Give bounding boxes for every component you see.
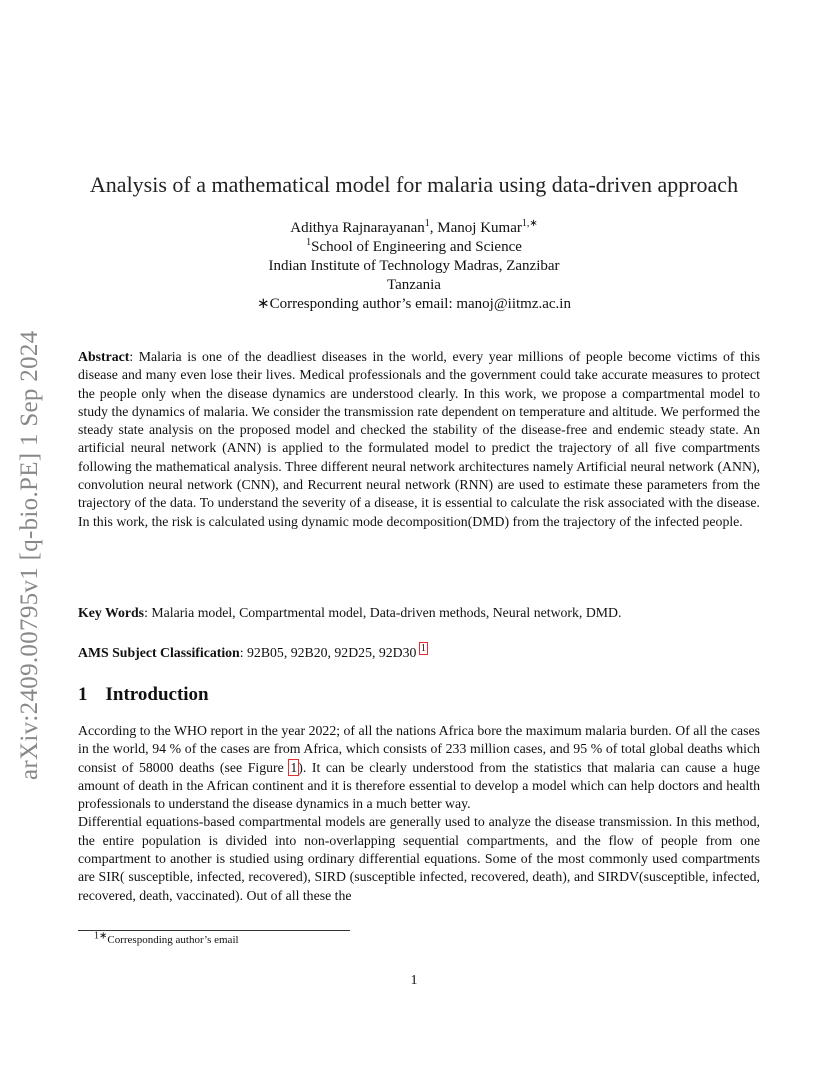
figure-link[interactable]: 1	[290, 759, 298, 775]
keywords	[78, 604, 760, 622]
page-number: 1	[410, 973, 418, 988]
intro-paragraph-2: Differential equations-based compartmental models are generally used to analyze the disease transmission. In this method, the entire population is divided into non-overlapping sequential compartments, and the flow of people from one compartment to another is studied using ordinary differential equations. Some of the most commonly used compartments are SIR( susceptible, infected, recovered), SIRD (susceptible infected, recovered, death), and SIRDV(susceptible, infected, recovered, death, vaccinated). Out of all these the	[78, 814, 760, 903]
introduction-body	[78, 722, 760, 905]
affiliation-line-3: Tanzania	[387, 277, 441, 293]
author-names: Adithya Rajnarayanan$^1$, Manoj Kumar$^{1,∗}$	[290, 218, 538, 236]
abstract	[78, 348, 760, 531]
footnote-link[interactable]: 1	[420, 643, 426, 655]
section-title: Introduction	[105, 684, 209, 705]
section-heading	[78, 684, 209, 706]
ams-text: : 92B05, 92B20, 92D25, 92D30	[239, 645, 417, 660]
affiliation-line-1: $^1$School of Engineering and Science	[306, 237, 522, 255]
abstract-text: : Malaria is one of the deadliest diseases in the world, every year millions of people become victims of this disease and many even lose their lives. Medical professionals and the government could take accurate measures to protect the people only when the disease dynamics are understood clearly. In this work, we propose a compartmental model to study the dynamics of malaria. We consider the transmission rate dependent on temperature and altitude. We performed the steady state analysis on the proposed model and checked the stability of the disease-free and endemic steady state. An artificial neural network (ANN) is applied to the formulated model to predict the trajectory of all five compartments following the mathematical analysis. Three different neural network architectures namely Artificial neural network (ANN), convolution neural network (CNN), and Recurrent neural network (RNN) are used to estimate these parameters from the trajectory of the data. To understand the severity of a disease, it is essential to calculate the risk associated with the disease. In this work, the risk is calculated using dynamic mode decomposition(DMD) from the trajectory of the infected people.	[78, 349, 760, 529]
ams-classification	[78, 644, 760, 662]
footnote	[94, 930, 239, 946]
paper-title: Analysis of a mathematical model for malaria using data-driven approach	[89, 172, 739, 197]
keywords-label: Key Words	[78, 605, 145, 620]
footnote-text: Corresponding author’s email	[107, 934, 239, 946]
keywords-text: : Malaria model, Compartmental model, Data-driven methods, Neural network, DMD.	[144, 605, 622, 620]
footnote-rule	[78, 930, 350, 931]
author-block	[0, 219, 828, 314]
abstract-label: Abstract	[78, 349, 130, 364]
section-number: 1	[78, 684, 88, 705]
affiliation-line-2: Indian Institute of Technology Madras, Zanzibar	[268, 258, 560, 274]
arxiv-identifier: arXiv:2409.00795v1 [q-bio.PE] 1 Sep 2024	[16, 330, 43, 780]
footnote-mark: 1∗	[94, 930, 108, 942]
intro-paragraph-1: According to the WHO report in the year 2022; of all the nations Africa bore the maximum malaria burden. Of all the cases in the world, 94 % of the cases are from Africa, which consists of 233 million cases, and 95 % of total global deaths which consist of 58000 deaths (see Figure 1). It can be clearly understood from the statistics that malaria can cause a huge amount of death in the African continent and it is therefore essential to develop a model which can help doctors and health professionals to understand the disease dynamics in a much better way.	[78, 723, 760, 812]
corresponding-email: ∗Corresponding author’s email: manoj@iitmz.ac.in	[257, 296, 571, 312]
ams-label: AMS Subject Classification	[78, 645, 240, 660]
